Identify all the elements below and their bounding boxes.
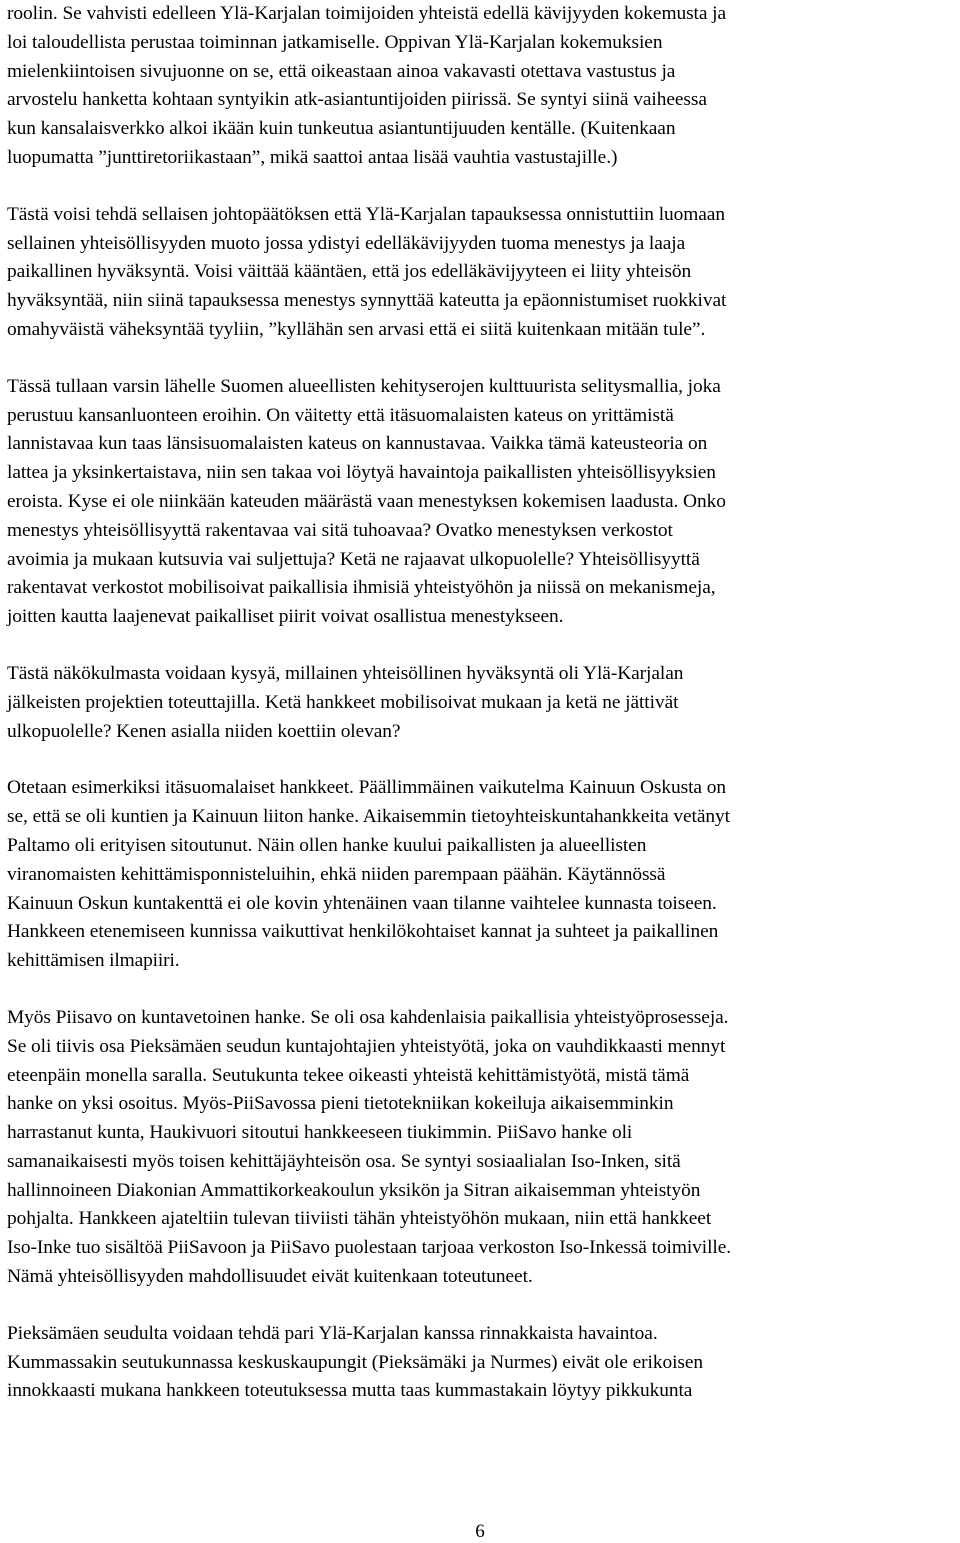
text-line: lannistavaa kun taas länsisuomalaisten kateus on kannustavaa. Vaikka tämä kateusteoria on	[7, 433, 708, 455]
text-line: Iso-Inke tuo sisältöä PiiSavoon ja PiiSavo puolestaan tarjoaa verkoston Iso-Inkessä toimiville.	[7, 1237, 732, 1259]
text-line: perustuu kansanluonteen eroihin. On väitetty että itäsuomalaisten kateus on yrittämistä	[7, 404, 674, 426]
text-line: Hankkeen etenemiseen kunnissa vaikuttivat henkilökohtaiset kannat ja suhteet ja paikallinen	[7, 921, 719, 943]
text-line: menestys yhteisöllisyyttä rakentavaa vai sitä tuhoavaa? Ovatko menestyksen verkostot	[7, 519, 673, 541]
text-line: roolin. Se vahvisti edelleen Ylä-Karjalan toimijoiden yhteistä edellä kävijyyden kokemusta ja	[7, 3, 727, 24]
text-line: sellainen yhteisöllisyyden muoto jossa ydistyi edelläkävijyyden tuoma menestys ja laaja	[7, 232, 686, 254]
text-line: mielenkiintoisen sivujuonne on se, että oikeastaan ainoa vakavasti otettava vastustus ja	[7, 60, 676, 82]
text-line: eroista. Kyse ei ole niinkään kateuden määrästä vaan menestyksen kokemisen laadusta. Onko	[7, 490, 726, 512]
text-line: viranomaisten kehittämisponnisteluihin, ehkä niiden parempaan päähän. Käytännössä	[7, 863, 666, 885]
text-line: omahyväistä väheksyntää tyyliin, ”kyllähän sen arvasi että ei siitä kuitenkaan mitään tule”.	[7, 318, 706, 340]
paragraph-3	[7, 373, 957, 632]
text-line: avoimia ja mukaan kutsuvia vai suljettuja? Ketä ne rajaavat ulkopuolelle? Yhteisöllisyyttä	[7, 548, 700, 570]
text-line: hyväksyntää, niin siinä tapauksessa menestys synnyttää kateutta ja epäonnistumiset ruokkivat	[7, 290, 727, 312]
text-line: pohjalta. Hankkeen ajateltiin tulevan tiiviisti tähän yhteistyöhön mukaan, niin että hankkeet	[7, 1208, 712, 1230]
text-line: kehittämisen ilmapiiri.	[7, 950, 180, 972]
paragraph-6	[7, 1004, 957, 1292]
text-line: hallinnoineen Diakonian Ammattikorkeakoulun yksikön ja Sitran aikaisemman yhteistyön	[7, 1179, 701, 1201]
text-line: jälkeisten projektien toteuttajilla. Ketä hankkeet mobilisoivat mukaan ja ketä ne jättivät	[7, 691, 679, 713]
text-line: lattea ja yksinkertaistava, niin sen takaa voi löytyä havaintoja paikallisten yhteisöllisyyksien	[7, 462, 716, 484]
paragraph-5	[7, 774, 957, 976]
text-line: Tästä näkökulmasta voidaan kysyä, millainen yhteisöllinen hyväksyntä oli Ylä-Karjalan	[7, 662, 684, 684]
paragraph-1	[7, 0, 957, 173]
text-line: Myös Piisavo on kuntavetoinen hanke. Se oli osa kahdenlaisia paikallisia yhteistyöprosesseja.	[7, 1006, 729, 1028]
text-line: Kummassakin seutukunnassa keskuskaupungit (Pieksämäki ja Nurmes) eivät ole erikoisen	[7, 1351, 704, 1373]
text-line: Paltamo oli erityisen sitoutunut. Näin ollen hanke kuului paikallisten ja alueellisten	[7, 834, 647, 856]
paragraph-7	[7, 1320, 957, 1406]
text-line: arvostelu hanketta kohtaan syntyikin atk-asiantuntijoiden piirissä. Se syntyi siinä vaiheessa	[7, 89, 707, 111]
text-line: paikallinen hyväksyntä. Voisi väittää kääntäen, että jos edelläkävijyyteen ei liity yhteisön	[7, 261, 692, 283]
text-line: innokkaasti mukana hankkeen toteutuksessa mutta taas kummastakain löytyy pikkukunta	[7, 1380, 693, 1402]
text-line: samanaikaisesti myös toisen kehittäjäyhteisön osa. Se syntyi sosiaalialan Iso-Inken, sitä	[7, 1150, 681, 1172]
text-line: Nämä yhteisöllisyyden mahdollisuudet eivät kuitenkaan toteutuneet.	[7, 1266, 533, 1288]
text-line: se, että se oli kuntien ja Kainuun liiton hanke. Aikaisemmin tietoyhteiskuntahankkeita vetänyt	[7, 806, 730, 828]
document-page	[7, 0, 957, 1434]
text-line: ulkopuolelle? Kenen asialla niiden koettiin olevan?	[7, 720, 401, 742]
text-line: luopumatta ”junttiretoriikastaan”, mikä saattoi antaa lisää vauhtia vastustajille.)	[7, 146, 618, 168]
paragraph-4	[7, 660, 957, 746]
text-line: eteenpäin monella saralla. Seutukunta tekee oikeasti yhteistä kehittämistyötä, mistä tämä	[7, 1064, 690, 1086]
text-line: Kainuun Oskun kuntakenttä ei ole kovin yhtenäinen vaan tilanne vaihtelee kunnasta toiseen.	[7, 892, 717, 914]
text-line: kun kansalaisverkko alkoi ikään kuin tunkeutua asiantuntijuuden kentälle. (Kuitenkaan	[7, 118, 676, 140]
text-line: Otetaan esimerkiksi itäsuomalaiset hankkeet. Päällimmäinen vaikutelma Kainuun Oskusta on	[7, 777, 726, 799]
page-number: 6	[475, 1521, 485, 1542]
text-line: Tästä voisi tehdä sellaisen johtopäätöksen että Ylä-Karjalan tapauksessa onnistuttiin luomaan	[7, 203, 725, 225]
text-line: Tässä tullaan varsin lähelle Suomen alueellisten kehityserojen kulttuurista selitysmallia, joka	[7, 375, 721, 397]
paragraph-2	[7, 201, 957, 345]
text-line: hanke on yksi osoitus. Myös-PiiSavossa pieni tietotekniikan kokeiluja aikaisemminkin	[7, 1093, 674, 1115]
text-line: rakentavat verkostot mobilisoivat paikallisia ihmisiä yhteistyöhön ja niissä on mekanismeja,	[7, 577, 716, 599]
text-line: Se oli tiivis osa Pieksämäen seudun kuntajohtajien yhteistyötä, joka on vauhdikkaasti mennyt	[7, 1035, 726, 1057]
text-line: harrastanut kunta, Haukivuori sitoutui hankkeeseen tiukimmin. PiiSavo hanke oli	[7, 1122, 633, 1144]
text-line: loi taloudellista perustaa toiminnan jatkamiselle. Oppivan Ylä-Karjalan kokemuksien	[7, 31, 663, 53]
text-line: joitten kautta laajenevat paikalliset piirit voivat osallistua menestykseen.	[7, 606, 564, 628]
text-line: Pieksämäen seudulta voidaan tehdä pari Ylä-Karjalan kanssa rinnakkaista havaintoa.	[7, 1322, 658, 1344]
